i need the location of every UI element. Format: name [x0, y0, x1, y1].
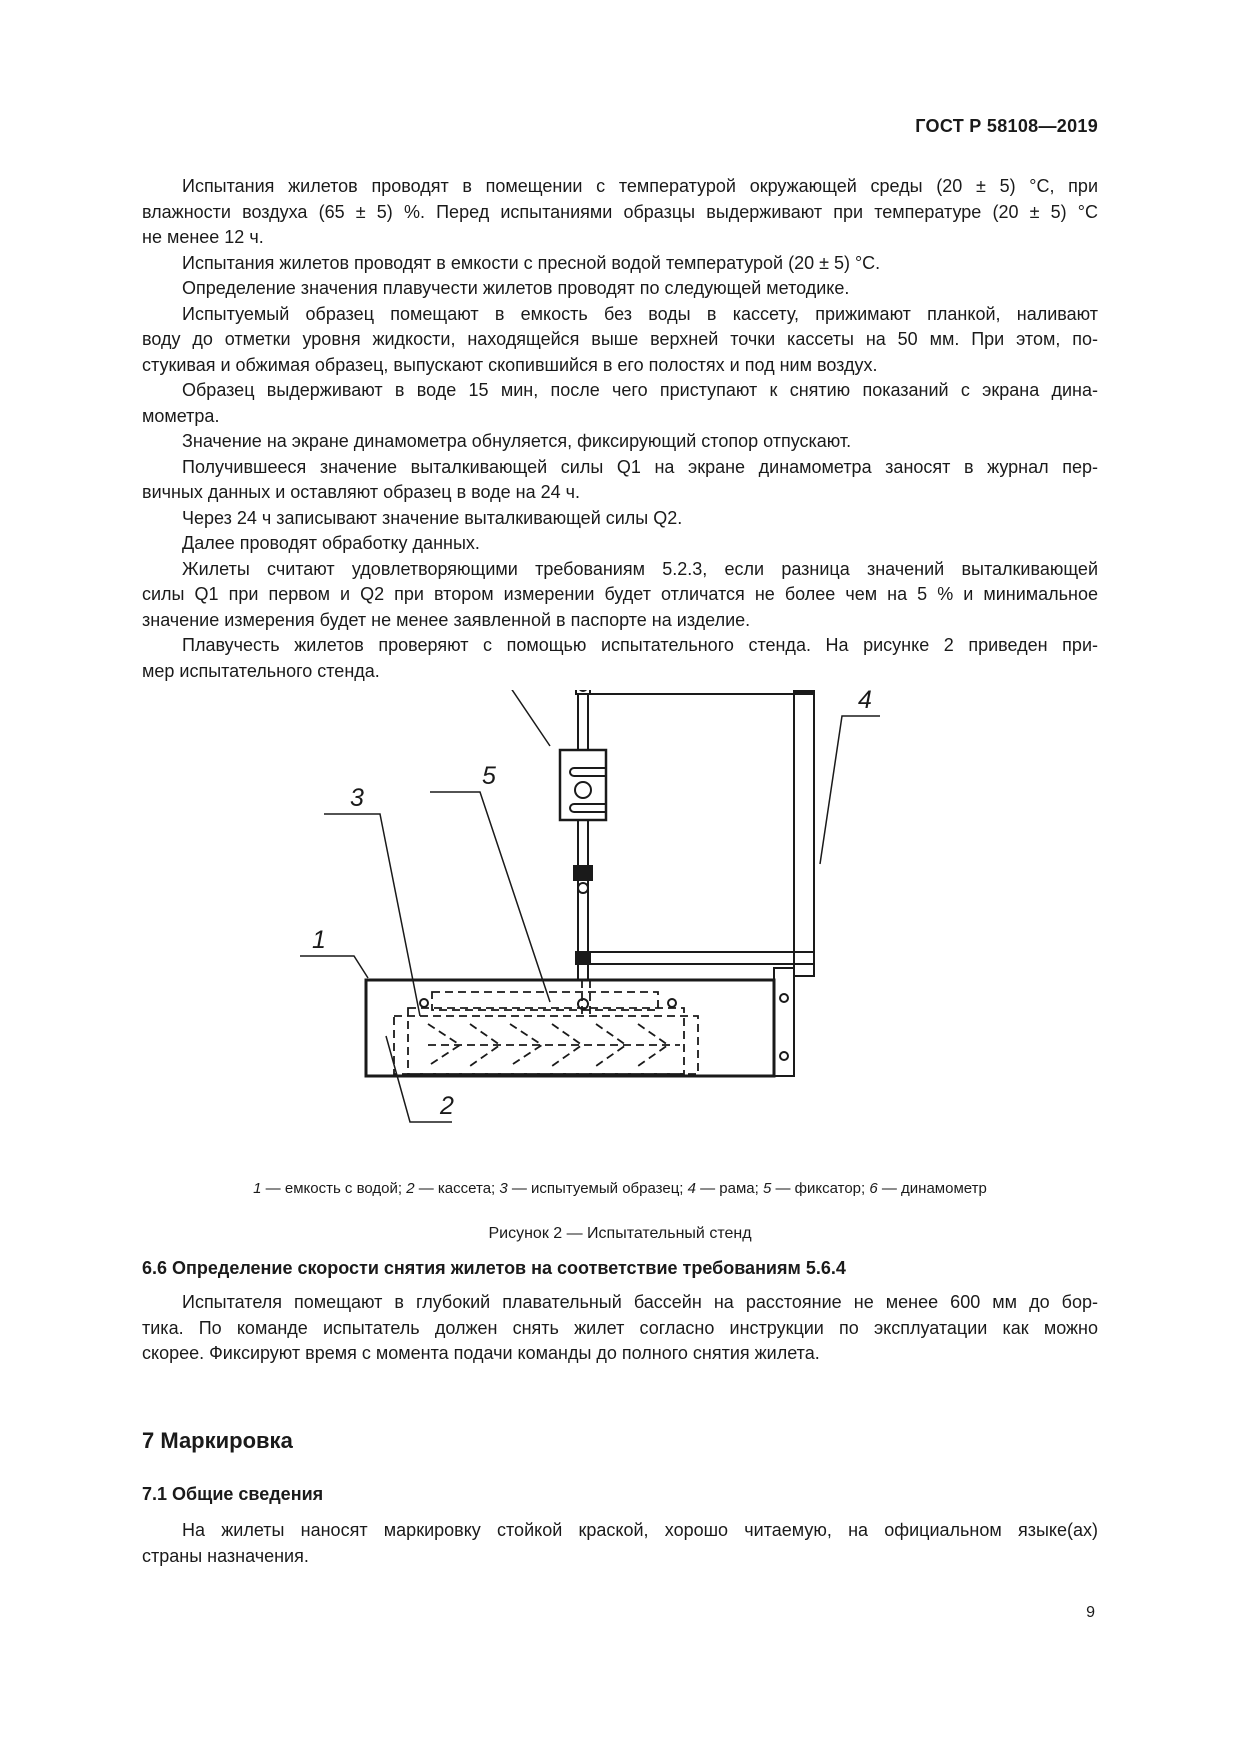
legend-number: 4 [687, 1180, 696, 1197]
text-line: Жилеты считают удовлетворяющими требованиям 5.2.3, если разница значений выталкивающей [182, 558, 1098, 579]
text-line: Значение на экране динамометра обнуляется, фиксирующий стопор отпускают. [182, 431, 852, 451]
legend-text: — рама; [695, 1180, 763, 1197]
text-line: Испытателя помещают в глубокий плавательный бассейн на расстояние не менее 600 мм до бор- [182, 1292, 1098, 1312]
section-7-1-title: 7.1 Общие сведения [142, 1484, 324, 1504]
legend-number: 6 [869, 1180, 878, 1197]
legend-number: 2 [406, 1180, 415, 1197]
text-line: Испытания жилетов проводят в емкости с пресной водой температурой (20 ± 5) °C. [182, 252, 881, 273]
legend-number: 5 [762, 1180, 772, 1197]
text-line: Испытания жилетов проводят в помещении с температурой окружающей среды (20 ± 5) °C, при [182, 176, 1098, 196]
text-line: скорее. Фиксируют время с момента подачи команды до полного снятия жилета. [142, 1343, 820, 1363]
text-line: вичных данных и оставляют образец в воде на 24 ч. [142, 482, 580, 502]
text-line: На жилеты наносят маркировку стойкой краской, хорошо читаемую, на официальном языке(ах) [182, 1520, 1098, 1540]
text-line: силы Q1 при первом и Q2 при втором измерении будет отличатся не более чем на 5 % и минимальное [142, 584, 1098, 604]
label-2: 2 [440, 1092, 454, 1120]
label-4: 4 [858, 690, 872, 714]
frame-top-beam [576, 690, 814, 694]
text-line: Плавучесть жилетов проверяют с помощью испытательного стенда. На рисунке 2 приведен при- [182, 635, 1098, 655]
section-6-6-title: 6.6 Определение скорости снятия жилетов на соответствие требованиям 5.6.4 [142, 1258, 846, 1278]
text-line: воду до отметки уровня жидкости, находящейся выше верхней точки кассеты на 50 мм. При этом, по- [142, 329, 1098, 349]
frame-lower-beam [576, 952, 814, 964]
dynamometer [560, 750, 606, 820]
text-line: влажности воздуха (65 ± 5) %. Перед испытаниями образцы выдерживают при температуре (20 ± 5) °C [142, 201, 1098, 222]
test-stand-figure [260, 690, 1120, 1160]
leader-6 [446, 690, 550, 746]
text-line: мометра. [142, 405, 220, 426]
body-text [142, 174, 1098, 684]
label-3: 3 [350, 784, 364, 812]
text-line: Испытуемый образец помещают в емкость без воды в кассету, прижимают планкой, наливают [182, 303, 1098, 324]
text-line: Далее проводят обработку данных. [182, 533, 480, 553]
figure-legend [0, 1180, 1240, 1197]
page-number: 9 [1086, 1604, 1095, 1621]
legend-number: 3 [499, 1180, 508, 1197]
legend-number: 1 [253, 1180, 262, 1197]
text-line: Через 24 ч записывают значение выталкивающей силы Q2. [182, 507, 683, 528]
text-line: Образец выдерживают в воде 15 мин, после чего приступают к снятию показаний с экрана дина- [182, 380, 1098, 400]
legend-text: — динамометр [877, 1180, 987, 1197]
text-line: значение измерения будет не менее заявленной в паспорте на изделие. [142, 609, 751, 630]
legend-text: — испытуемый образец; [507, 1180, 688, 1197]
legend-text: — кассета; [414, 1180, 500, 1197]
frame-right-column [794, 690, 814, 976]
leader-1 [300, 956, 368, 978]
text-line: Получившееся значение выталкивающей силы Q1 на экране динамометра заносят в журнал пер- [182, 456, 1098, 477]
legend-text: — емкость с водой; [261, 1180, 407, 1197]
text-line: тика. По команде испытатель должен снять жилет согласно инструкции по эксплуатации как можно [142, 1317, 1098, 1338]
leader-5 [430, 792, 550, 1002]
label-5: 5 [482, 762, 496, 790]
label-1: 1 [312, 926, 326, 954]
leader-3 [324, 814, 420, 1016]
leader-4 [820, 716, 880, 864]
section-7-title: 7 Маркировка [142, 1428, 293, 1453]
text-line: мер испытательного стенда. [142, 660, 380, 681]
legend-text: — фиксатор; [771, 1180, 870, 1197]
text-line: стукивая и обжимая образец, выпускают скопившийся в его полостях и под ним воздух. [142, 354, 878, 375]
section-6-6-body [142, 1290, 1098, 1367]
text-line: страны назначения. [142, 1545, 309, 1566]
figure-caption: Рисунок 2 — Испытательный стенд [488, 1225, 752, 1242]
water-tank [366, 980, 774, 1076]
document-number: ГОСТ Р 58108—2019 [915, 116, 1098, 136]
section-7-1-body [142, 1518, 1098, 1569]
text-line: не менее 12 ч. [142, 227, 264, 247]
test-specimen [408, 1008, 684, 1074]
text-line: Определение значения плавучести жилетов проводят по следующей методике. [182, 278, 850, 298]
